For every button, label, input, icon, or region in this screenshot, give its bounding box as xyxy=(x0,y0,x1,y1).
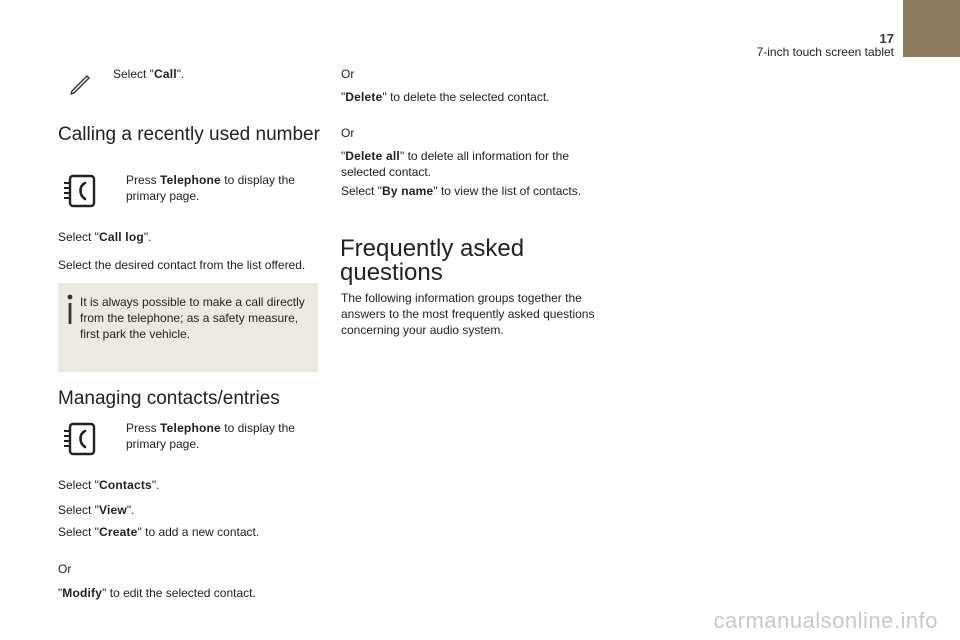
page-number: 17 xyxy=(879,31,894,46)
info-text: It is always possible to make a call directly from the telephone; as a safety measure, first park the vehicle. xyxy=(80,295,305,341)
modify-text: "Modify" to edit the selected contact. xyxy=(58,586,256,600)
select-contacts-text: Select "Contacts". xyxy=(58,478,160,492)
select-create-text: Select "Create" to add a new contact. xyxy=(58,525,260,539)
info-icon xyxy=(64,292,76,326)
or-text-1: Or xyxy=(58,562,72,576)
section-color-tab xyxy=(903,0,960,57)
phone-icon xyxy=(62,422,96,456)
heading-managing-contacts: Managing contacts/entries xyxy=(58,388,280,409)
watermark-text: carmanualsonline.info xyxy=(713,608,938,633)
heading-faq: Frequently asked questions xyxy=(340,235,525,286)
press-telephone-text-2: Press Telephone to display the primary page. xyxy=(126,421,295,451)
faq-intro-text: The following information groups together the answers to the most frequently asked questions concerning your audio system. xyxy=(341,291,595,337)
by-name-text: Select "By name" to view the list of contacts. xyxy=(341,184,582,198)
delete-text: "Delete" to delete the selected contact. xyxy=(341,90,550,104)
select-view-text: Select "View". xyxy=(58,503,135,517)
heading-recent-number: Calling a recently used number xyxy=(58,124,320,145)
select-desired-text: Select the desired contact from the list offered. xyxy=(58,258,306,272)
press-telephone-text-1: Press Telephone to display the primary page. xyxy=(126,173,295,203)
running-title: 7-inch touch screen tablet xyxy=(756,45,894,59)
select-call-log-text: Select "Call log". xyxy=(58,230,152,244)
phone-icon xyxy=(62,174,96,208)
select-call-text: Select "Call". xyxy=(113,67,185,81)
delete-all-text: "Delete all" to delete all information for the selected contact. xyxy=(341,149,569,179)
pen-icon xyxy=(68,70,94,96)
or-text-3: Or xyxy=(341,126,355,140)
or-text-2: Or xyxy=(341,67,355,81)
